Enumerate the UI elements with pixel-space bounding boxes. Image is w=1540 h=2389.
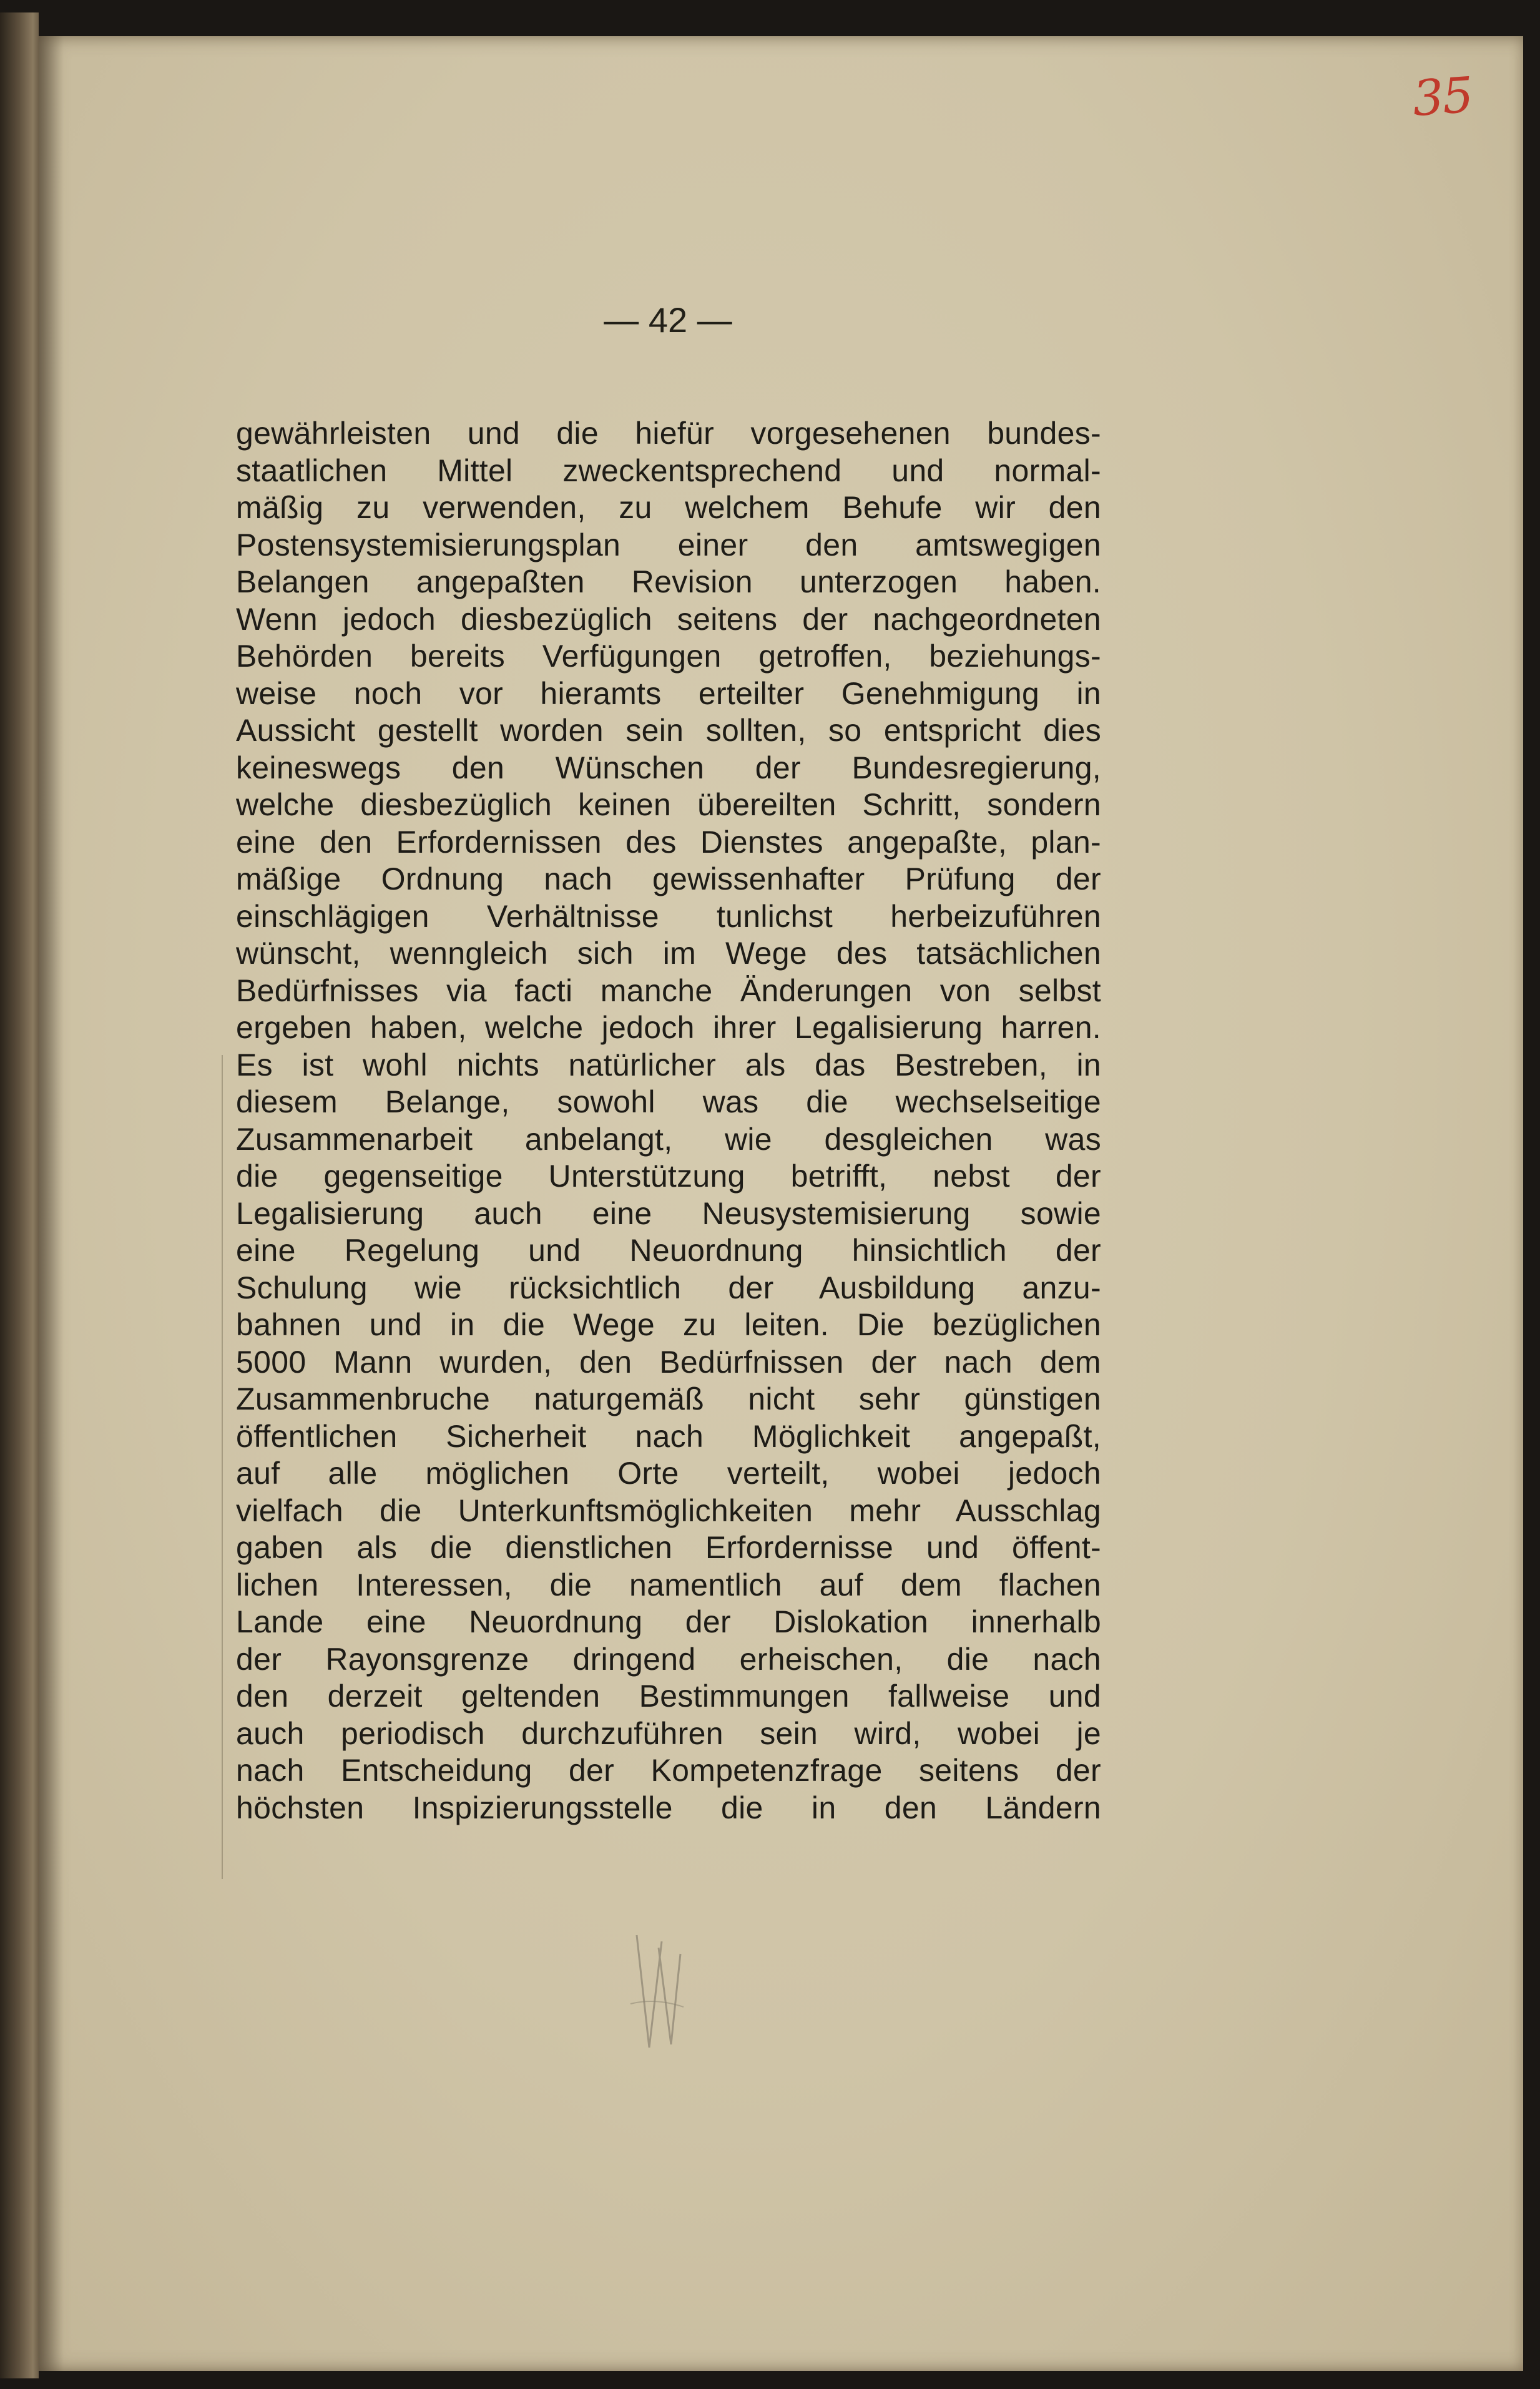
text-line: auf alle möglichen Orte verteilt, wobei jedoch: [236, 1456, 1101, 1491]
margin-pencil-mark: [222, 1055, 225, 1879]
text-line: höchsten Inspizierungsstelle die in den Ländern: [236, 1790, 1101, 1825]
text-line: wünscht, wenngleich sich im Wege des tatsächlichen: [236, 936, 1101, 971]
text-line: ergeben haben, welche jedoch ihrer Legalisierung harren.: [236, 1010, 1101, 1045]
text-line: staatlichen Mittel zweckentsprechend und normal-: [236, 453, 1101, 488]
text-line: gewährleisten und die hiefür vorgesehenen bundes-: [236, 416, 1101, 451]
text-line: der Rayonsgrenze dringend erheischen, die nach: [236, 1641, 1101, 1677]
text-line: Schulung wie rücksichtlich der Ausbildung anzu-: [236, 1270, 1101, 1305]
text-line: den derzeit geltenden Bestimmungen fallweise und: [236, 1679, 1101, 1714]
pencil-initial-mark: [624, 1929, 693, 2054]
text-line: bahnen und in die Wege zu leiten. Die bezüglichen: [236, 1307, 1101, 1342]
text-line: Lande eine Neuordnung der Dislokation innerhalb: [236, 1604, 1101, 1639]
body-text: [236, 415, 1101, 1827]
text-line: diesem Belange, sowohl was die wechselseitige: [236, 1084, 1101, 1119]
text-line: die gegenseitige Unterstützung betrifft, nebst der: [236, 1159, 1101, 1194]
text-line: keineswegs den Wünschen der Bundesregierung,: [236, 750, 1101, 785]
text-line: mäßige Ordnung nach gewissenhafter Prüfung der: [236, 861, 1101, 896]
text-line: vielfach die Unterkunftsmöglichkeiten mehr Ausschlag: [236, 1493, 1101, 1528]
archive-folio-number: 35: [1411, 67, 1474, 128]
text-line: Es ist wohl nichts natürlicher als das Bestreben, in: [236, 1047, 1101, 1082]
book-spine-edge: [0, 12, 39, 2378]
text-line: nach Entscheidung der Kompetenzfrage seitens der: [236, 1753, 1101, 1788]
text-line: Belangen angepaßten Revision unterzogen haben.: [236, 564, 1101, 599]
text-line: welche diesbezüglich keinen übereilten Schritt, sondern: [236, 787, 1101, 822]
text-line: Zusammenbruche naturgemäß nicht sehr günstigen: [236, 1381, 1101, 1416]
text-line: Wenn jedoch diesbezüglich seitens der nachgeordneten: [236, 601, 1101, 637]
text-line: eine Regelung und Neuordnung hinsichtlich der: [236, 1233, 1101, 1268]
text-line: lichen Interessen, die namentlich auf dem flachen: [236, 1567, 1101, 1602]
text-line: Behörden bereits Verfügungen getroffen, beziehungs-: [236, 639, 1101, 674]
text-line: Zusammenarbeit anbelangt, wie desgleichen was: [236, 1121, 1101, 1157]
text-line: weise noch vor hieramts erteilter Genehmigung in: [236, 675, 1101, 711]
text-line: einschlägigen Verhältnisse tunlichst herbeizuführen: [236, 898, 1101, 934]
text-line: Bedürfnisses via facti manche Änderungen von selbst: [236, 973, 1101, 1008]
fold-shadow: [39, 36, 64, 2371]
page-number: — 42 —: [604, 300, 732, 340]
text-line: gaben als die dienstlichen Erfordernisse und öffent-: [236, 1530, 1101, 1565]
text-line: Postensystemisierungsplan einer den amtswegigen: [236, 527, 1101, 562]
text-line: 5000 Mann wurden, den Bedürfnissen der nach dem: [236, 1344, 1101, 1380]
text-line: auch periodisch durchzuführen sein wird, wobei je: [236, 1715, 1101, 1751]
text-line: eine den Erfordernissen des Dienstes angepaßte, plan-: [236, 824, 1101, 860]
text-line: Legalisierung auch eine Neusystemisierung sowie: [236, 1195, 1101, 1231]
text-line: öffentlichen Sicherheit nach Möglichkeit angepaßt,: [236, 1418, 1101, 1454]
text-line: Aussicht gestellt worden sein sollten, so entspricht dies: [236, 713, 1101, 748]
text-line: mäßig zu verwenden, zu welchem Behufe wir den: [236, 490, 1101, 525]
